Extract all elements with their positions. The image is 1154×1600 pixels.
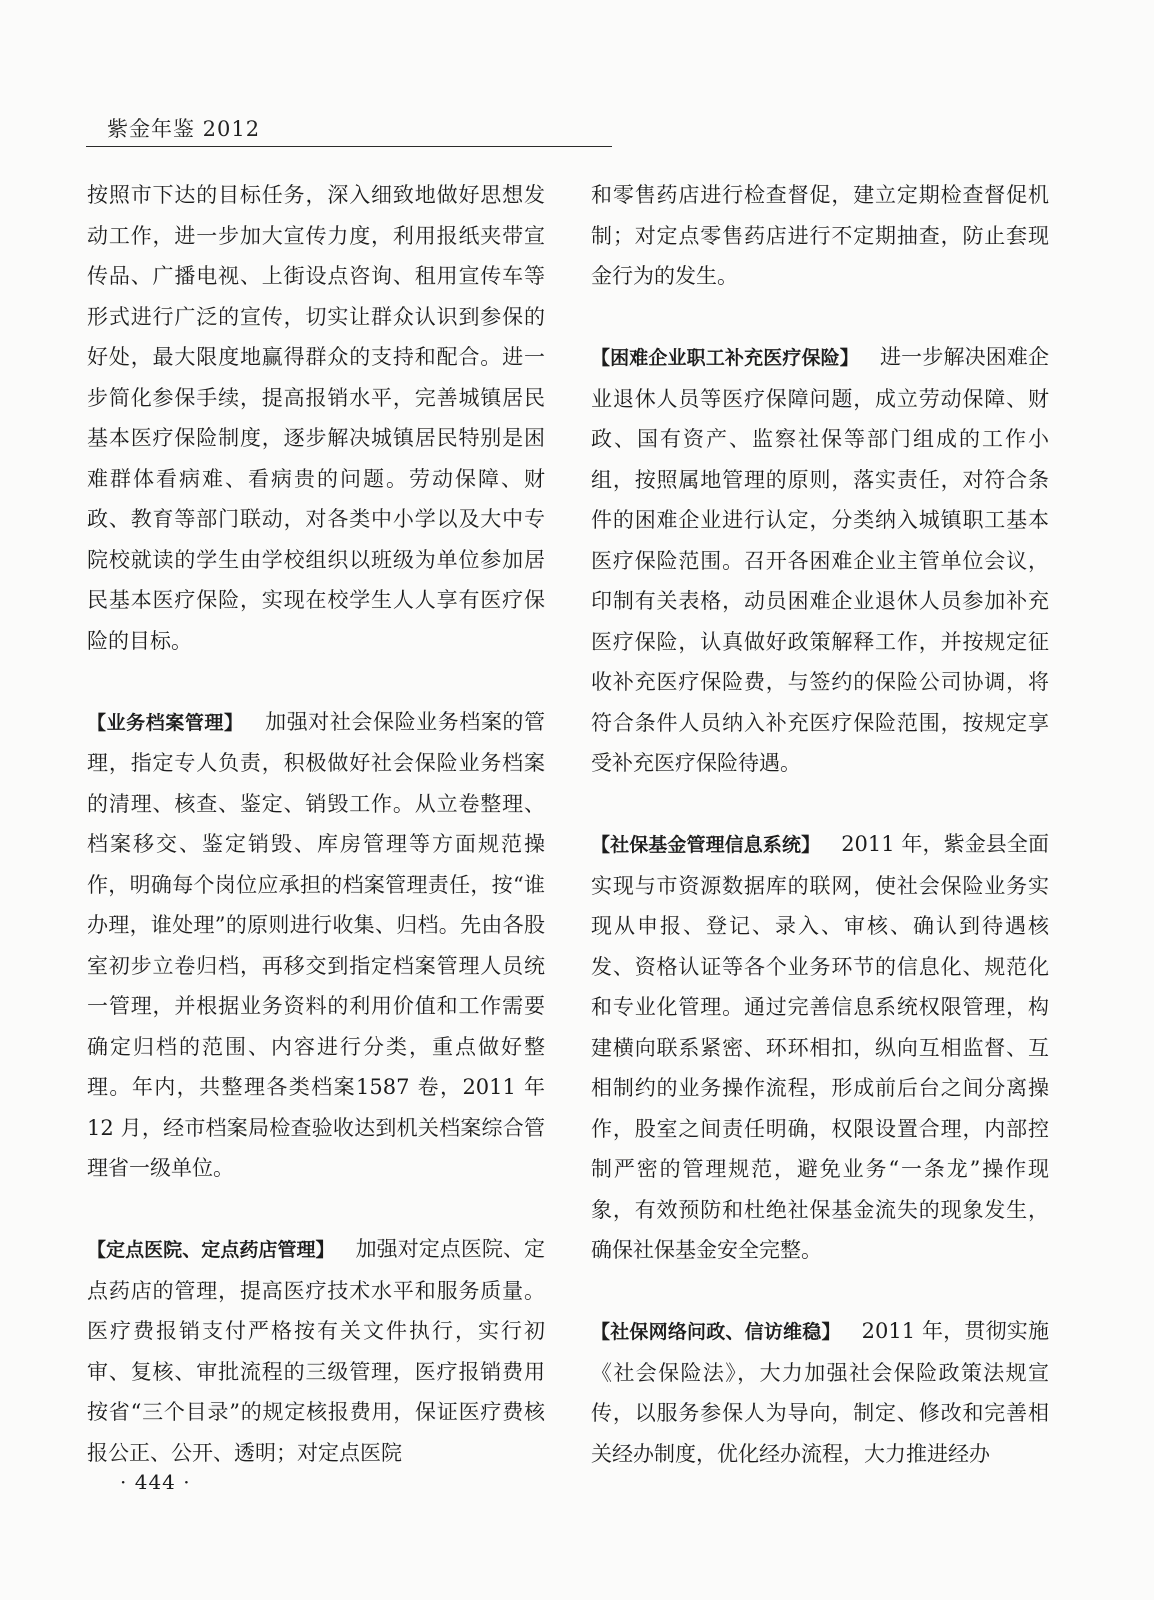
section-body: 2011 年，紫金县全面实现与市资源数据库的联网，使社会保险业务实现从申报、登记、录入、审核、确认到待遇核发、资格认证等各个业务环节的信息化、规范化和专业化管理。通过完善信息系统权限管理，构建横向联系紧密、环环相扣，纵向互相监督、互相制约的业务操作流程，形成前后台之间分离操作，股室之间责任明确，权限设置合理，内部控制严密的管理规范，避免业务“一条龙”操作现象，有效预防和杜绝社保基金流失的现象发生，确保社保基金安全完整。 [591,832,1049,1262]
header-rule [86,146,612,147]
section-heading: 【困难企业职工补充医疗保险】 [591,347,859,369]
section-gap [591,1271,1049,1312]
section-body: 加强对定点医院、定点药店的管理，提高医疗技术水平和服务质量。医疗费报销支付严格按有关文件执行，实行初审、复核、审批流程的三级管理，医疗报销费用按省“三个目录”的规定核报费用，保证医疗费核报公正、公开、透明；对定点医院 [87,1237,545,1465]
section-gap [591,784,1049,825]
paragraph: 和零售药店进行检查督促，建立定期检查督促机制；对定点零售药店进行不定期抽查，防止套现金行为的发生。 [591,183,1049,288]
left-column [87,175,545,1473]
section-heading: 【定点医院、定点药店管理】 [87,1239,335,1261]
paragraph: 按照市下达的目标任务，深入细致地做好思想发动工作，进一步加大宣传力度，利用报纸夹带宣传品、广播电视、上街设点咨询、租用宣传车等形式进行广泛的宣传，切实让群众认识到参保的好处，最大限度地赢得群众的支持和配合。进一步简化参保手续，提高报销水平，完善城镇居民基本医疗保险制度，逐步解决城镇居民特别是困难群体看病难、看病贵的问题。劳动保障、财政、教育等部门联动，对各类中小学以及大中专院校就读的学生由学校组织以班级为单位参加居民基本医疗保险，实现在校学生人人享有医疗保险的目标。 [87,183,545,653]
section-gap [87,1189,545,1230]
section-heading: 【社保基金管理信息系统】 [591,834,821,856]
running-head: 紫金年鉴 2012 [107,117,261,141]
page-number: · 444 · [120,1470,191,1494]
section-heading: 【业务档案管理】 [87,711,244,734]
section-body: 进一步解决困难企业退休人员等医疗保障问题，成立劳动保障、财政、国有资产、监察社保等部门组成的工作小组，按照属地管理的原则，落实责任，对符合条件的困难企业进行认定，分类纳入城镇职工基本医疗保险范围。召开各困难企业主管单位会议，印制有关表格，动员困难企业退休人员参加补充医疗保险，认真做好政策解释工作，并按规定征收补充医疗保险费，与签约的保险公司协调，将符合条件人员纳入补充医疗保险范围，按规定享受补充医疗保险待遇。 [591,345,1049,775]
section-heading: 【社保网络问政、信访维稳】 [591,1321,841,1343]
section-fund-info-system [591,824,1049,1271]
section-body: 2011 年，贯彻实施《社会保险法》，大力加强社会保险政策法规宣传，以服务参保人为导向，制定、修改和完善相关经办制度，优化经办流程，大力推进经办 [591,1319,1049,1466]
section-gap [591,297,1049,338]
section-body: 加强对社会保险业务档案的管理，指定专人负责，积极做好社会保险业务档案的清理、核查、鉴定、销毁工作。从立卷整理、档案移交、鉴定销毁、库房管理等方面规范操作，明确每个岗位应承担的档案管理责任，按“谁办理，谁处理”的原则进行收集、归档。先由各股室初步立卷归档，再移交到指定档案管理人员统一管理，并根据业务资料的利用价值和工作需要确定归档的范围、内容进行分类，重点做好整理。年内，共整理各类档案1587 卷，2011 年 12 月，经市档案局检查验收达到机关档案综合管理省一级单位。 [87,709,545,1180]
right-column [591,175,1049,1474]
section-supplementary-insurance [591,337,1049,784]
section-online-petitions [591,1311,1049,1474]
section-archive-management [87,702,545,1189]
section-gap [87,661,545,702]
section-designated-hospitals [87,1229,545,1473]
